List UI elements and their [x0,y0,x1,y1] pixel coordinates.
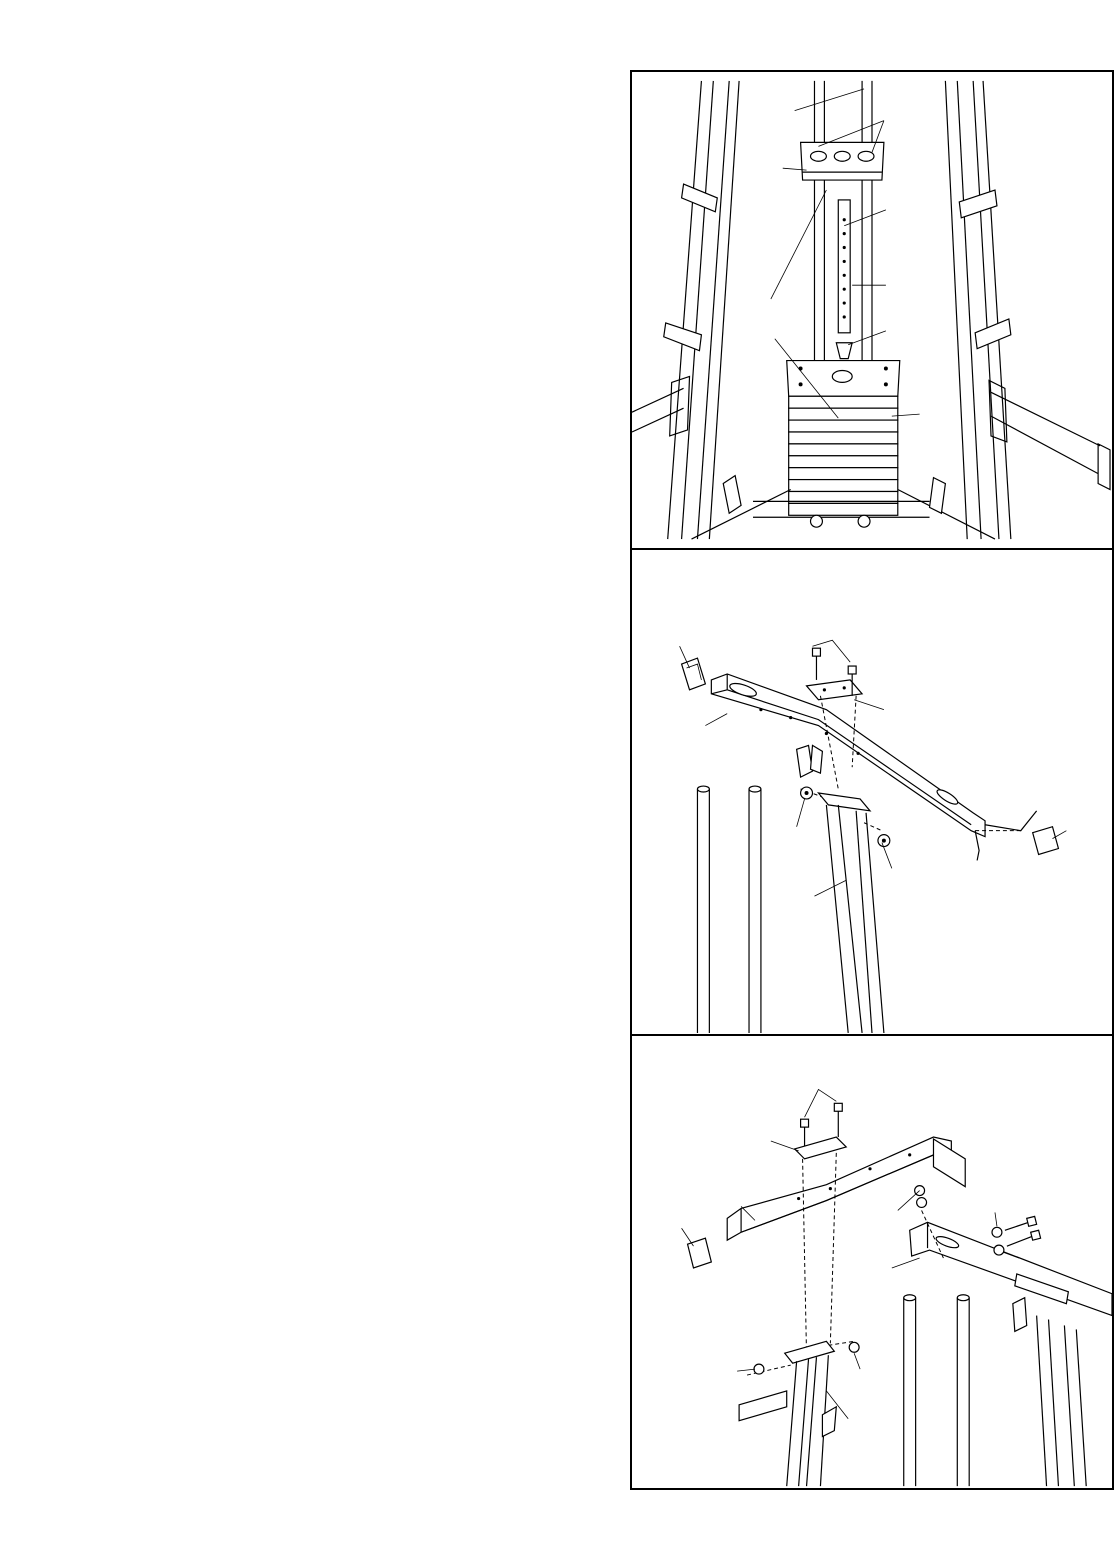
top-bracket-plate [807,680,863,700]
right-uprights [1013,1298,1086,1486]
vertical-rods [904,1295,969,1486]
nuts-upper [915,1186,927,1208]
upright-leg [826,805,884,1033]
weight-plates [787,361,900,516]
weight-stack-drawing [632,72,1112,548]
crossbar-right-section [910,1222,1112,1315]
crossbar-left-drawing [632,550,1112,1034]
top-bracket-plate [795,1137,847,1159]
figure-stack [630,70,1114,1490]
figure-crossbar-left [632,550,1112,1036]
crossbar-right-drawing [632,1036,1112,1488]
pulley-bracket [797,745,823,777]
figure-crossbar-right [632,1036,1112,1488]
right-upright [945,81,1110,539]
upright-leg [739,1355,836,1486]
lower-bracket-plate [785,1341,835,1363]
end-cap-left [682,658,706,690]
washers-and-bolts [992,1216,1041,1255]
top-plate [801,142,884,180]
crossbar-tube [711,674,985,837]
vertical-rods [697,786,760,1033]
figure-weight-stack [632,72,1112,550]
nuts [801,787,890,847]
left-upright [632,81,739,539]
end-cap-right [1033,827,1059,855]
